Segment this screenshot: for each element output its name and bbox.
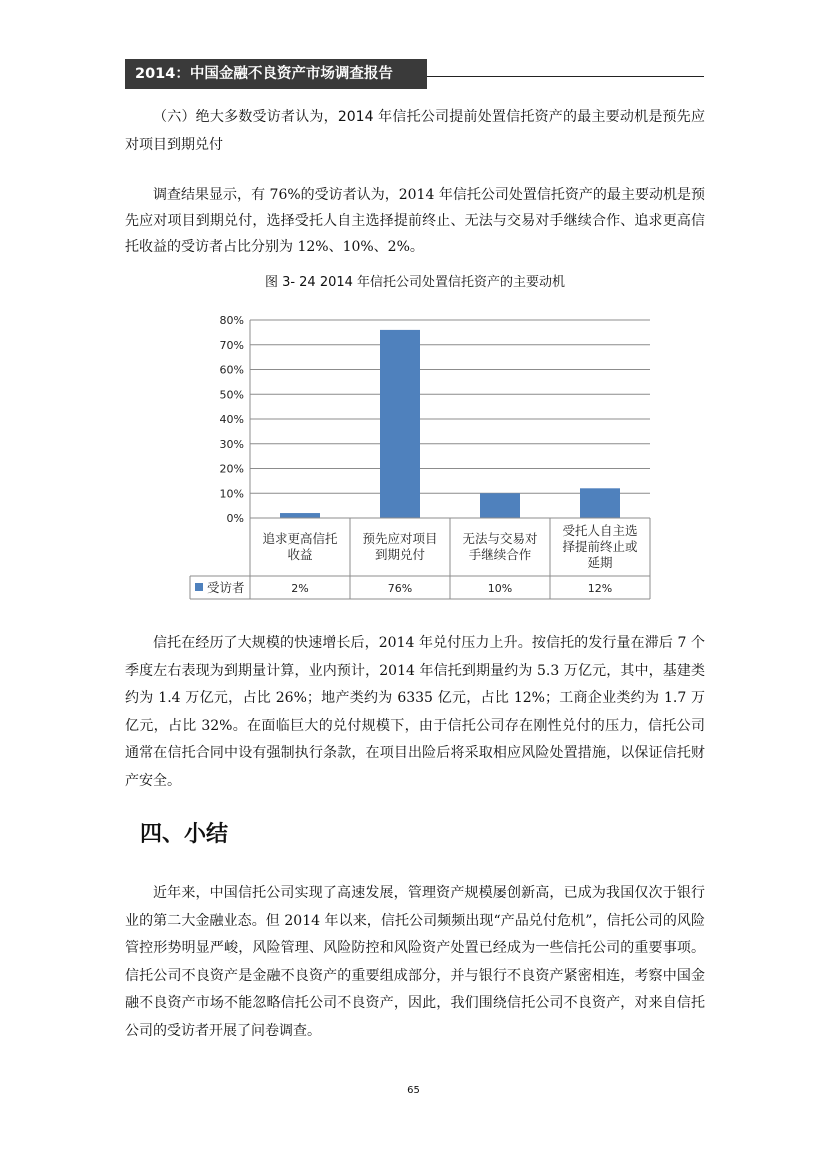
y-tick-label: 80%: [219, 314, 244, 327]
legend-series-name: 受访者: [207, 580, 245, 595]
y-tick-label: 10%: [219, 487, 244, 501]
y-tick-label: 40%: [219, 413, 244, 426]
question-heading: （六）绝大多数受访者认为，2014 年信托公司提前处置信托资产的最主要动机是预先应对项目到期兑付: [125, 109, 705, 153]
report-header-title: 2014：中国金融不良资产市场调查报告: [125, 59, 427, 89]
category-label: 择提前终止或: [562, 539, 638, 554]
category-label: 收益: [287, 547, 313, 562]
y-tick-label: 70%: [219, 338, 244, 352]
motive-bar-chart: [180, 306, 652, 602]
y-tick-label: 20%: [219, 462, 244, 476]
category-label: 预先应对项目: [362, 531, 438, 546]
section-title: 四、小结: [140, 822, 229, 847]
category-label: 追求更高信托: [262, 531, 338, 546]
survey-result-paragraph: 调查结果显示，有 76%的受访者认为，2014 年信托公司处置信托资产的最主要动机是预先应对项目到期兑付，选择受托人自主选择提前终止、无法与交易对手继续合作、追求更高信托收益的受访者占比分别为 12%、10%、2%。: [125, 187, 705, 255]
category-label: 受托人自主选: [562, 523, 638, 538]
category-label: 手继续合作: [468, 547, 532, 562]
page-number: 65: [407, 1085, 420, 1096]
header-rule: [427, 76, 704, 77]
data-label: 76%: [387, 582, 413, 595]
data-label: 2%: [291, 582, 309, 595]
category-label: 到期兑付: [374, 547, 426, 562]
y-tick-label: 60%: [219, 363, 244, 377]
y-tick-label: 30%: [219, 437, 244, 451]
category-label: 延期: [587, 555, 613, 570]
summary-paragraph: 近年来，中国信托公司实现了高速发展，管理资产规模屡创新高，已成为我国仅次于银行业的第二大金融业态。但 2014 年以来，信托公司频频出现“产品兑付危机”，信托公司的风险管控形势明显严峻，风险管理、风险防控和风险资产处置已经成为一些信托公司的重要事项。信托公司不良资产是金融不良资产的重要组成部分，并与银行不良资产紧密相连，考察中国金融不良资产市场不能忽略信托公司不良资产，因此，我们围绕信托公司不良资产，对来自信托公司的受访者开展了问卷调查。: [125, 885, 705, 1039]
data-label: 10%: [487, 582, 513, 595]
trust-maturity-paragraph: 信托在经历了大规模的快速增长后，2014 年兑付压力上升。按信托的发行量在滞后 7 个季度左右表现为到期量计算，业内预计，2014 年信托到期量约为 5.3 万亿元，其中，基建类约为 1.4 万亿元，占比 26%；地产类约为 6335 亿元，占比 12%；工商企业类约为 1.7 万亿元，占比 32%。在面临巨大的兑付规模下，由于信托公司存在刚性兑付的压力，信托公司通常在信托合同中设有强制执行条款，在项目出险后将采取相应风险处置措施，以保证信托财产安全。: [125, 635, 705, 789]
data-label: 12%: [587, 582, 613, 595]
figure-caption: 图 3- 24 2014 年信托公司处置信托资产的主要动机: [264, 275, 566, 290]
y-tick-label: 0%: [226, 512, 244, 525]
bar: [280, 513, 320, 518]
bar: [380, 330, 420, 518]
bar: [480, 493, 520, 518]
y-tick-label: 50%: [219, 388, 244, 402]
category-label: 无法与交易对: [462, 531, 538, 546]
bar: [580, 488, 620, 518]
legend-key: [195, 583, 203, 591]
